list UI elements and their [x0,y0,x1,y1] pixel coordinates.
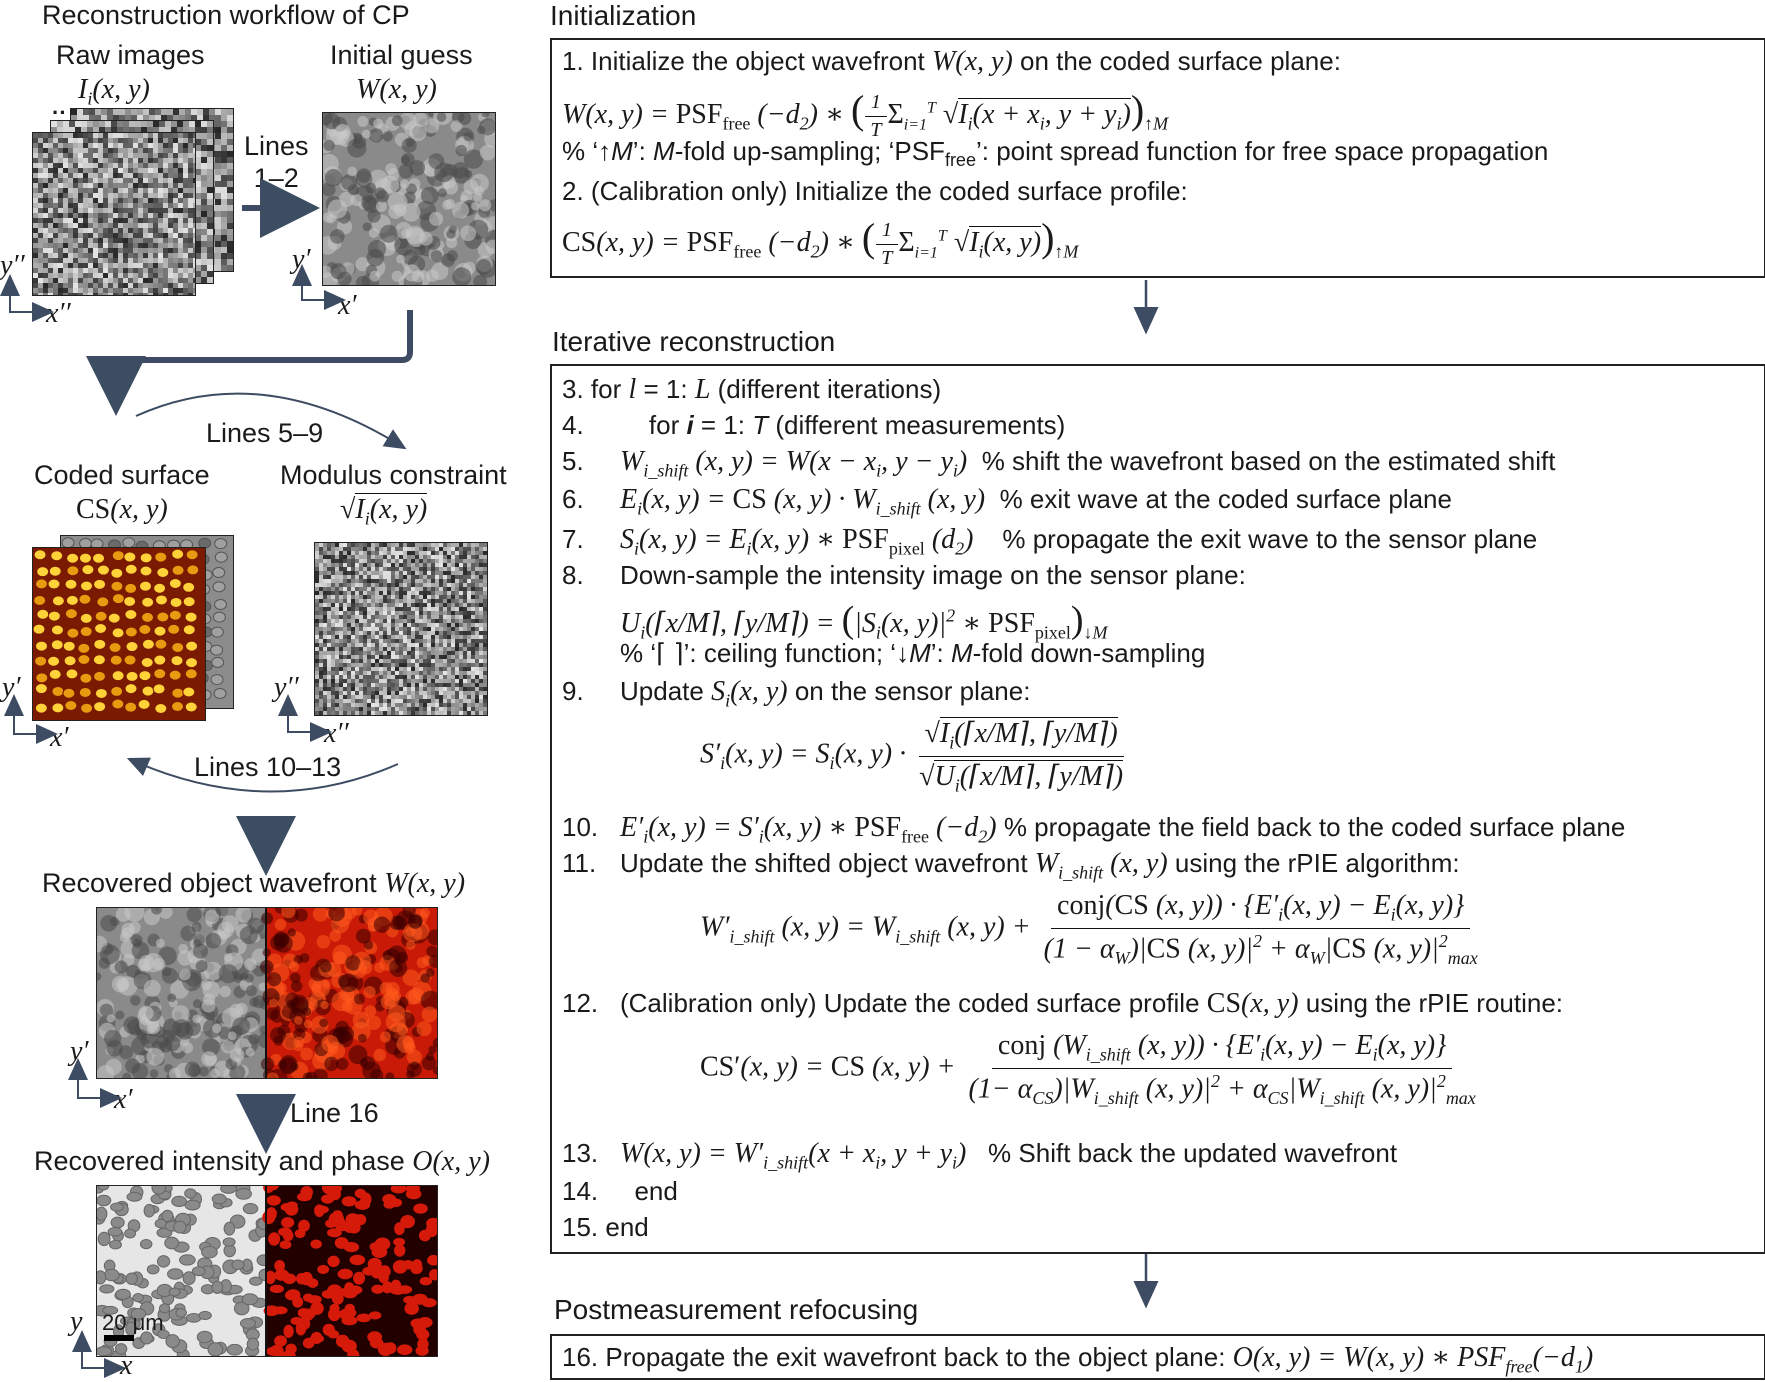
rec-axis-x: x′ [114,1084,133,1115]
iter-line-13: 13. W(x, $y) = W'_{i\_shift}(x + x_i$, $y + y_i$) % Shift back the updated wavefront [562,1138,1398,1173]
modulus-symbol: $√I_i(x$, y) [340,494,428,529]
iter-line-10: 10. $E'_i(x$, $y) = S'_i(x$, y) ∗ $PSF_{free}$ $(-d_2)$ % propagate the field back to the coded surface plane [562,812,1626,847]
cs-axis-y: y′ [2,672,21,703]
init-heading: Initialization [550,0,697,31]
init-line-1: 1. Initialize the object wavefront W(x, y) on the coded surface plane: [562,46,1341,77]
lines-5-9-label: Lines 5–9 [206,418,324,448]
workflow-title: Reconstruction workflow of CP [42,0,410,30]
int-axis-y: y [70,1306,83,1337]
raw-axis-y: y′′ [0,250,25,281]
post-box [550,1334,1765,1380]
recovered-wavefront-image [96,907,438,1079]
recovered-wavefront-label: Recovered object wavefront W(x, y) [42,868,466,899]
init-line-2: 2. (Calibration only) Initialize the coded surface profile: [562,176,1188,206]
iter-line-9: 9. Update $S_i(x$, y) on the sensor plane: [562,676,1031,711]
modulus-label: Modulus constraint [280,460,507,490]
iter-line-15: 15. end [562,1212,649,1242]
post-line-16: 16. Propagate the exit wavefront back to the object plane: O(x, y) = W(x, y) ∗ $PSF_{free}(-d_1)$ [562,1342,1594,1377]
arrow-guess-to-cs [116,310,410,392]
iter-eq-8: $U_i(⌈x/M⌉$, ⌈y/M⌉) = ($|S_i(x$, $y)|^2$ ∗ $PSF_{pixel})_{↓M}$ [620,599,1108,643]
stack-dots: ·· [52,100,67,125]
raw-axis-x: x′′ [46,298,71,329]
coded-surface-label: Coded surface [34,460,210,490]
iter-line-11: 11. Update the shifted object wavefront $W_{i\_shift}$ (x, y) using the rPIE algorithm: [562,848,1460,883]
mod-axis-x: x′′ [324,718,349,749]
int-axis-x: x [120,1350,133,1381]
guess-axis-x: x′ [338,290,357,321]
init-eq-1: W(x, $y) = PSF_{free}$ $(-d_2)$ ∗ ( $\frac{1}{T}$ $\Sigma_{i=1}^T$ $√I_i(x + x_i$, $y + y_i))_{↑M}$ [562,87,1169,142]
iter-heading: Iterative reconstruction [552,326,836,357]
initial-guess-label: Initial guess [330,40,473,70]
raw-image-front [32,132,196,296]
init-box [550,38,1765,278]
iter-comment-8: % ‘⌈ ⌉’: ceiling function; ‘↓M’: M-fold down-sampling [620,638,1206,668]
iter-line-3: 3. for l = 1: L (different iterations) [562,374,942,405]
init-comment-1: % ‘↑M’: M-fold up-sampling; ‘$PSF_{free}$’: point spread function for free space propagation [562,136,1549,171]
recovered-intensity-label: Recovered intensity and phase O(x, y) [34,1146,490,1177]
iter-line-8: 8. Down-sample the intensity image on the sensor plane: [562,560,1246,590]
iter-line-4: 4. for i = 1: T (different measurements) [562,410,1066,440]
initial-guess-symbol: W(x, y) [356,74,437,105]
iter-line-6: 6. $E_i(x$, y) = CS (x, $y) \cdot W_{i\_shift}$ (x, y) % exit wave at the coded surface plane [562,484,1452,519]
init-eq-2: CS(x, $y) = PSF_{free}$ $(-d_2)$ ∗ ( $\frac{1}{T}$ $\Sigma_{i=1}^T$ $√I_i(x$, $y))_{↑M}$ [562,215,1079,270]
initial-guess-image [322,112,496,286]
scale-bar-label: 20 μm [102,1310,164,1335]
mod-axis-y: y′′ [274,672,299,703]
iter-eq-12: CS′(x, y) = CS (x, y) + $\frac{conj (W_{i\_shift} (x, y)) \cdot \{E'_i(x, y) - E_i(x, y)\}}{(1- \alpha_{CS})|W_{i\_shift} (x, y)|^2 + \alpha_{CS}|W_{i\_shift} (x, y)|^2_{max}}$ [700,1030,1476,1108]
cs-axis-x: x′ [50,722,69,753]
iter-eq-11: $W'_{i\_shift}$ (x, $y) = W_{i\_shift}$ (x, y) + $\frac{conj(CS (x, y)) \cdot \{E'_i(x, y) - E_i(x, y)\}}{(1 - \alpha_W)|CS (x, y)|^2 + \alpha_W|CS (x, y)|^2_{max}}$ [700,890,1478,968]
guess-axis-y: y′ [292,244,311,275]
iter-box [550,364,1765,1254]
line-16-label: Line 16 [290,1098,379,1128]
iter-line-14: 14. end [562,1176,678,1206]
lines-1-2-label: Lines 1–2 [244,131,309,193]
iter-eq-9: $S'_i(x$, $y) = S_i(x$, y) · $\frac{√I_i(⌈x/M⌉, ⌈y/M⌉)}{√U_i(⌈x/M⌉, ⌈y/M⌉)}$ [700,718,1124,796]
iter-line-5: 5. $W_{i\_shift}$ (x, $y) = W(x - x_i$, $y - y_i$) % shift the wavefront based on the estimated shift [562,446,1556,481]
coded-surface-symbol: CS(x, y) [76,494,168,525]
iter-line-12: 12. (Calibration only) Update the coded surface profile CS(x, y) using the rPIE routine: [562,988,1564,1019]
post-heading: Postmeasurement refocusing [554,1294,919,1325]
rec-axis-y: y′ [70,1036,89,1067]
raw-images-label: Raw images [56,40,205,70]
lines-10-13-label: Lines 10–13 [194,752,342,782]
modulus-image [314,542,488,716]
raw-images-symbol: $I_i(x$, y) [78,74,150,109]
coded-surface-image [32,547,206,721]
iter-line-7: 7. $S_i(x$, $y) = E_i(x$, y) ∗ $PSF_{pixel}$ $(d_2)$ % propagate the exit wave to the sensor plane [562,524,1538,559]
